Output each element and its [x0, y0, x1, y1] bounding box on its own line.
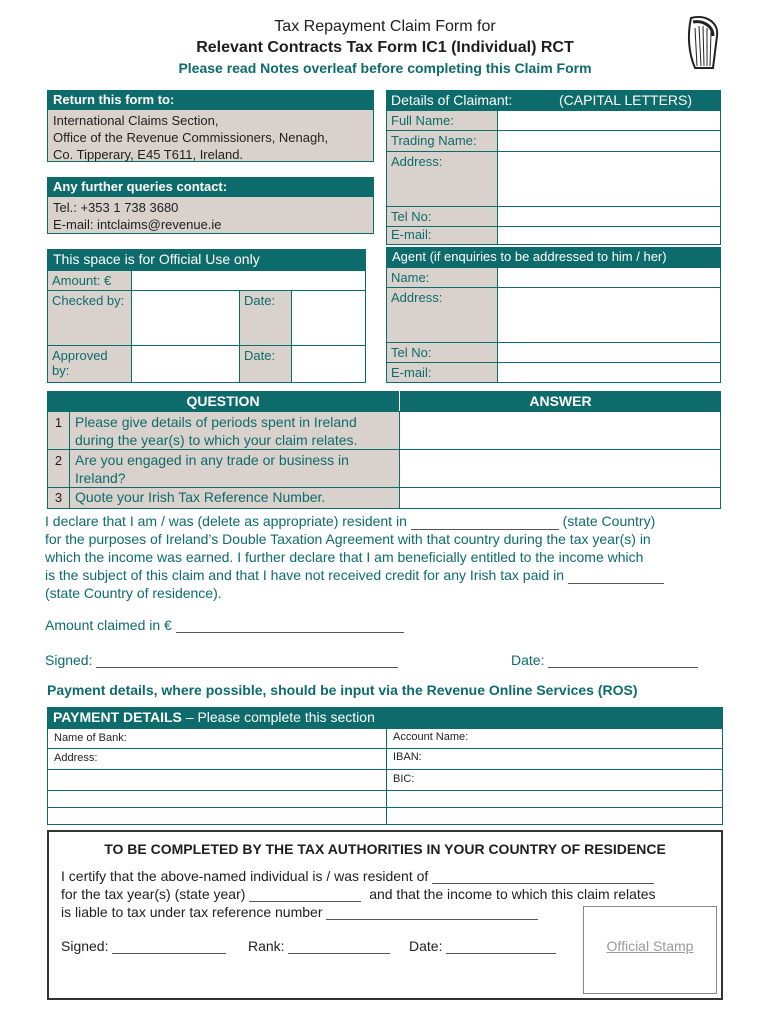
declaration-line: (state Country of residence).: [45, 585, 222, 601]
agent-email-field[interactable]: [498, 363, 720, 382]
amount-claimed-field[interactable]: [176, 632, 404, 633]
authority-date: Date:: [409, 938, 556, 954]
payment-heading-bold: PAYMENT DETAILS: [53, 709, 182, 725]
payment-blank-cell[interactable]: [387, 791, 722, 808]
declaration-line: for the purposes of Ireland’s Double Taxation Agreement with that country during the tax year(s) in: [45, 531, 651, 547]
agent-address-label: Address:: [387, 288, 498, 343]
payment-address-line[interactable]: [48, 770, 387, 791]
claimant-heading: [386, 90, 721, 110]
date-field[interactable]: [548, 667, 698, 668]
claimant-address-field[interactable]: [498, 152, 720, 207]
queries-contact-box: [47, 196, 374, 234]
signed-row: [45, 652, 398, 668]
payment-address-line[interactable]: [48, 808, 387, 824]
tax-authorities-box: [47, 830, 723, 1000]
payment-heading-rest: – Please complete this section: [181, 709, 375, 725]
agent-name-label: Name:: [387, 268, 498, 288]
authority-date-field[interactable]: [446, 953, 556, 954]
agent-name-field[interactable]: [498, 268, 720, 288]
agent-tel-label: Tel No:: [387, 343, 498, 363]
question-number: 1: [48, 412, 70, 450]
checked-by-field[interactable]: [132, 291, 240, 346]
authority-signature-field[interactable]: [112, 953, 226, 954]
authority-signed: Signed:: [61, 938, 226, 954]
qa-grid: [47, 411, 721, 509]
queries-tel: Tel.: +353 1 738 3680: [53, 200, 179, 215]
date-label: Date:: [511, 652, 545, 668]
rank-field[interactable]: [288, 953, 390, 954]
claimant-tel-field[interactable]: [498, 207, 720, 227]
iban-label[interactable]: IBAN:: [387, 749, 722, 770]
agent-address-field[interactable]: [498, 288, 720, 343]
capital-letters-note: (CAPITAL LETTERS): [559, 92, 693, 108]
queries-box-heading: Any further queries contact:: [47, 177, 374, 196]
payment-heading: [47, 707, 723, 728]
amount-claimed-row: [45, 617, 404, 633]
claimant-address-label: Address:: [387, 152, 498, 207]
form-title: Tax Repayment Claim Form for: [274, 18, 496, 35]
authority-rank: Rank:: [248, 938, 390, 954]
declaration-line: which the income was earned. I further declare that I am beneficially entitled to the income which: [45, 549, 644, 565]
answer-field[interactable]: [400, 488, 720, 508]
declaration-text: [45, 512, 725, 602]
checked-date-label: Date:: [240, 291, 292, 346]
payment-grid: [47, 728, 723, 825]
signed-label: Signed:: [45, 652, 93, 668]
ros-notice: Payment details, where possible, should be input via the Revenue Online Services (ROS): [47, 682, 638, 698]
declaration-line: is the subject of this claim and that I have not received credit for any Irish tax paid in: [45, 566, 725, 584]
claimant-grid: [386, 110, 721, 245]
payment-blank-cell[interactable]: [387, 808, 722, 824]
date-row: [511, 652, 698, 668]
claimant-heading-label: Details of Claimant:: [391, 92, 513, 108]
amount-label: Amount: €: [48, 271, 132, 291]
claimant-email-label: E-mail:: [387, 227, 498, 244]
payment-address-label[interactable]: Address:: [48, 749, 387, 770]
resident-of-field[interactable]: [432, 883, 654, 884]
tax-year-field[interactable]: [249, 901, 361, 902]
agent-heading: Agent (if enquiries to be addressed to him / her): [386, 247, 721, 267]
trading-name-field[interactable]: [498, 131, 720, 152]
certify-line: I certify that the above-named individual is / was resident of: [61, 868, 654, 884]
claimant-tel-label: Tel No:: [387, 207, 498, 227]
question-text: Please give details of periods spent in Ireland during the year(s) to which your claim relates.: [70, 412, 400, 450]
answer-field[interactable]: [400, 450, 720, 488]
official-stamp-box[interactable]: [583, 906, 717, 994]
full-name-label: Full Name:: [387, 111, 498, 131]
claimant-email-field[interactable]: [498, 227, 720, 244]
amount-claimed-label: Amount claimed in €: [45, 617, 172, 633]
bank-name-label[interactable]: Name of Bank:: [48, 729, 387, 749]
checked-by-label: Checked by:: [48, 291, 132, 346]
notes-notice: Please read Notes overleaf before completing this Claim Form: [178, 60, 592, 76]
declaration-line: I declare that I am / was (delete as appropriate) resident in (state Country): [45, 513, 656, 529]
amount-field[interactable]: [132, 271, 365, 291]
account-name-label[interactable]: Account Name:: [387, 729, 722, 749]
agent-email-label: E-mail:: [387, 363, 498, 382]
approved-by-field[interactable]: [132, 346, 240, 382]
question-number: 3: [48, 488, 70, 508]
tax-year-line: for the tax year(s) (state year) and that the income to which this claim relates: [61, 886, 656, 902]
tax-authorities-heading: TO BE COMPLETED BY THE TAX AUTHORITIES IN YOUR COUNTRY OF RESIDENCE: [104, 841, 666, 857]
trading-name-label: Trading Name:: [387, 131, 498, 152]
payment-address-line[interactable]: [48, 791, 387, 808]
official-stamp-label: Official Stamp: [606, 938, 694, 954]
official-use-grid: [47, 270, 366, 383]
question-text: Are you engaged in any trade or business in Ireland?: [70, 450, 400, 488]
official-use-heading: This space is for Official Use only: [47, 249, 366, 270]
tax-reference-line: is liable to tax under tax reference number: [61, 904, 538, 920]
return-box-heading: Return this form to:: [47, 90, 374, 109]
return-address-box: [47, 109, 374, 162]
agent-grid: [386, 267, 721, 383]
full-name-field[interactable]: [498, 111, 720, 131]
tax-reference-field[interactable]: [326, 919, 538, 920]
return-address-line: Co. Tipperary, E45 T611, Ireland.: [53, 147, 244, 162]
answer-field[interactable]: [400, 412, 720, 450]
approved-date-label: Date:: [240, 346, 292, 382]
harp-emblem-icon: [683, 14, 725, 72]
queries-email: E-mail: intclaims@revenue.ie: [53, 217, 222, 232]
signature-field[interactable]: [96, 667, 398, 668]
return-address-line: Office of the Revenue Commissioners, Nenagh,: [53, 130, 329, 145]
question-header: QUESTION: [47, 391, 399, 411]
agent-tel-field[interactable]: [498, 343, 720, 363]
checked-date-field[interactable]: [292, 291, 365, 346]
answer-header: ANSWER: [399, 391, 721, 411]
bic-label[interactable]: BIC:: [387, 770, 722, 791]
return-address-line: International Claims Section,: [53, 113, 219, 128]
credit-country-field[interactable]: [568, 583, 664, 584]
form-subtitle: Relevant Contracts Tax Form IC1 (Individual) RCT: [196, 39, 574, 56]
approved-by-label: Approved by:: [48, 346, 132, 382]
approved-date-field[interactable]: [292, 346, 365, 382]
question-number: 2: [48, 450, 70, 488]
question-text: Quote your Irish Tax Reference Number.: [70, 488, 400, 508]
